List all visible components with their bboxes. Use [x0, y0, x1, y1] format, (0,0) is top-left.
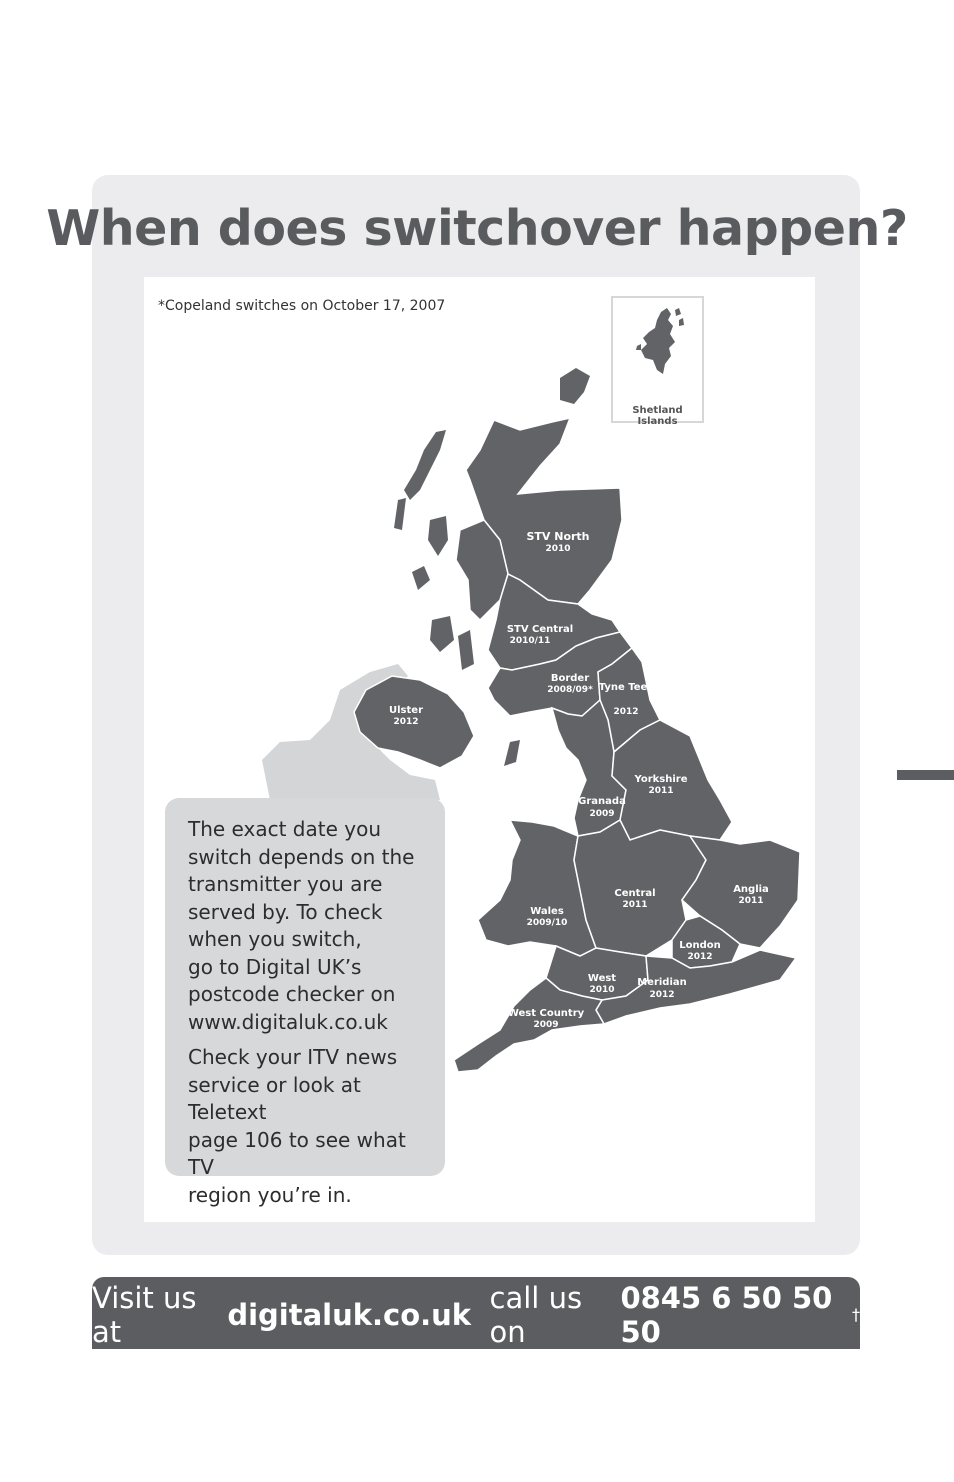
- call-prefix: call us on: [489, 1281, 583, 1349]
- region-western-isles: [394, 430, 446, 530]
- year-central: 2011: [622, 900, 648, 910]
- year-stv-north: 2010: [545, 544, 571, 554]
- info-box: [165, 798, 445, 1207]
- label-ulster: Ulster: [389, 705, 423, 716]
- year-tyne-tees: 2012: [613, 707, 639, 717]
- year-anglia: 2011: [738, 896, 764, 906]
- year-border: 2008/09*: [547, 685, 593, 695]
- year-west: 2010: [589, 985, 615, 995]
- year-ulster: 2012: [393, 717, 419, 727]
- copeland-footnote: *Copeland switches on October 17, 2007: [158, 298, 446, 314]
- info-paragraph-2: Check your ITV news service or look at Teletext page 106 to see what TV region you’re in.: [188, 1045, 406, 1207]
- side-tab-marker: [897, 770, 954, 780]
- label-london: London: [679, 940, 721, 951]
- label-wales: Wales: [530, 906, 564, 917]
- year-yorkshire: 2011: [648, 786, 674, 796]
- shetland-label: Shetland Islands: [632, 405, 683, 427]
- year-meridian: 2012: [649, 990, 675, 1000]
- label-tyne-tees: Tyne Tees: [598, 682, 654, 693]
- info-paragraph-1: The exact date you switch depends on the transmitter you are served by. To check when you switch, go to Digital UK’s postcode checker on www.digitaluk.co.uk: [188, 817, 415, 1034]
- label-yorkshire: Yorkshire: [634, 774, 688, 785]
- region-orkney: [560, 368, 590, 404]
- contact-bar: Visit us at digitaluk.co.uk call us on 0845 6 50 50 50 †: [92, 1277, 860, 1349]
- website-link[interactable]: digitaluk.co.uk: [227, 1298, 472, 1332]
- visit-prefix: Visit us at: [92, 1281, 197, 1349]
- year-london: 2012: [687, 952, 713, 962]
- label-meridian: Meridian: [637, 977, 687, 988]
- year-stv-central: 2010/11: [509, 636, 551, 646]
- page-title: When does switchover happen?: [46, 200, 908, 257]
- label-granada: Granada: [578, 796, 626, 807]
- year-granada: 2009: [589, 809, 615, 819]
- phone-number[interactable]: 0845 6 50 50 50: [620, 1281, 833, 1349]
- year-wales: 2009/10: [526, 918, 568, 928]
- year-west-country: 2009: [533, 1020, 559, 1030]
- label-stv-north: STV North: [526, 530, 590, 543]
- label-border: Border: [550, 673, 590, 684]
- label-west-country: West Country: [507, 1008, 585, 1019]
- label-anglia: Anglia: [733, 884, 769, 895]
- label-west: West: [587, 973, 617, 984]
- region-isle-of-man: [504, 740, 520, 766]
- label-central: Central: [614, 888, 656, 899]
- label-stv-central: STV Central: [506, 624, 574, 635]
